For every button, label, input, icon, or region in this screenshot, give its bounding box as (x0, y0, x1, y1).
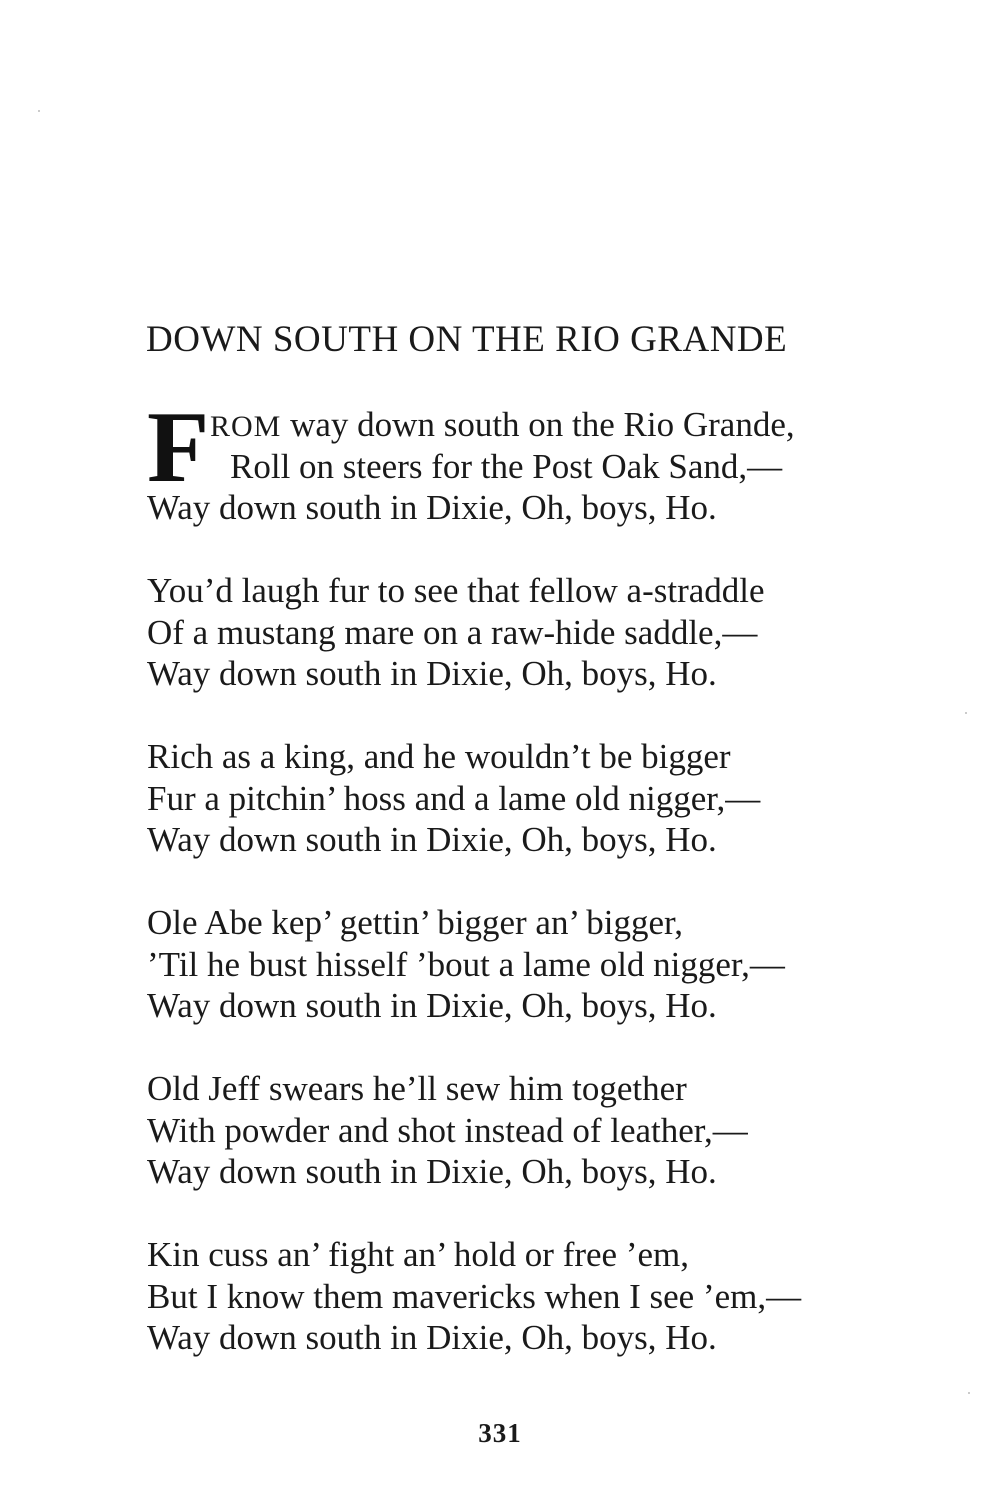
scan-speck (38, 110, 40, 112)
poem-line: Way down south in Dixie, Oh, boys, Ho. (147, 488, 717, 527)
poem-line: Kin cuss an’ fight an’ hold or free ’em, (147, 1235, 689, 1274)
scan-speck (965, 712, 967, 714)
poem-line (147, 404, 795, 446)
poem-line: Way down south in Dixie, Oh, boys, Ho. (147, 1318, 717, 1357)
scan-speck (968, 1392, 970, 1394)
stanza-1 (147, 391, 795, 529)
poem-line: But I know them mavericks when I see ’em,— (147, 1276, 802, 1316)
drop-cap: F (147, 391, 210, 504)
poem-line: Of a mustang mare on a raw-hide saddle,— (147, 612, 758, 652)
stanza-6 (147, 1234, 801, 1359)
poem-line: Way down south in Dixie, Oh, boys, Ho. (147, 986, 717, 1025)
first-word-small-caps: ROM (210, 410, 282, 443)
poem-line: Way down south in Dixie, Oh, boys, Ho. (147, 820, 717, 859)
stanza-3 (147, 736, 760, 861)
page-number: 331 (478, 1418, 522, 1448)
poem-line: Way down south in Dixie, Oh, boys, Ho. (147, 1152, 717, 1191)
poem-line: ’Til he bust hisself ’bout a lame old nigger,— (147, 944, 785, 984)
poem-line: Way down south in Dixie, Oh, boys, Ho. (147, 654, 717, 693)
poem-line: With powder and shot instead of leather,— (147, 1110, 748, 1150)
poem-line: You’d laugh fur to see that fellow a-straddle (147, 571, 765, 610)
poem-line: Roll on steers for the Post Oak Sand,— (230, 446, 783, 486)
poem-title: DOWN SOUTH ON THE RIO GRANDE (146, 319, 788, 360)
stanza-5 (147, 1068, 748, 1193)
poem-line: Rich as a king, and he wouldn’t be bigger (147, 737, 731, 776)
stanza-4 (147, 902, 785, 1027)
poem-line: Fur a pitchin’ hoss and a lame old nigger,— (147, 778, 761, 818)
poem-line: Old Jeff swears he’ll sew him together (147, 1069, 687, 1108)
first-line-tail: way down south on the Rio Grande, (281, 405, 795, 444)
stanza-2 (147, 570, 765, 695)
poem-line: Ole Abe kep’ gettin’ bigger an’ bigger, (147, 903, 684, 942)
